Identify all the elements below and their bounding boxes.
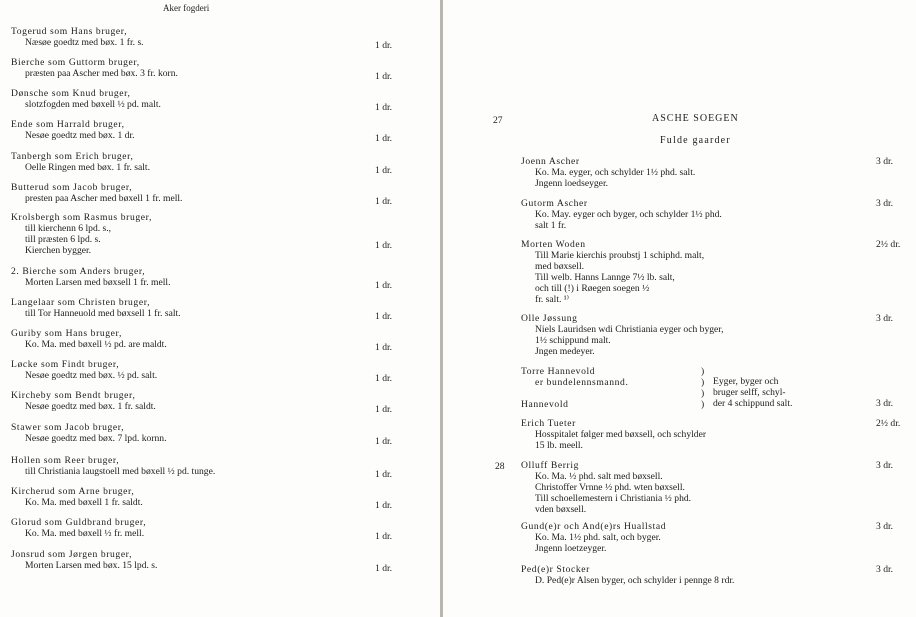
entry-line: D. Ped(e)r Alsen byger, och schylder i pennge 8 rdr. xyxy=(535,575,735,586)
entry xyxy=(521,239,704,305)
entry xyxy=(11,359,157,381)
entry-head: Erich Tueter xyxy=(521,418,576,429)
entry-line: 1½ schippund malt. xyxy=(535,335,611,346)
entry-line: Morten Larsen med bøx. 15 lpd. s. xyxy=(25,560,158,571)
entry-line: Næsøe goedtz med bøx. 1 fr. s. xyxy=(25,37,144,48)
entry-line: Niels Lauridsen wdi Christiania eyger och byger, xyxy=(535,324,724,335)
entry xyxy=(521,313,724,357)
entry xyxy=(11,182,182,204)
entry-head: Stawer som Jacob bruger, xyxy=(11,422,125,433)
amount-dr: 1 dr. xyxy=(375,71,393,82)
amount-dr: 3 dr. xyxy=(876,198,894,209)
entry-line: Nesøe goedtz med bøx. 1 dr. xyxy=(25,130,135,141)
entry-line: Nesøe goedtz med bøx. ½ pd. salt. xyxy=(25,370,158,381)
entry xyxy=(11,517,146,539)
entry-line: 15 lb. meell. xyxy=(535,440,583,451)
entry-line: Ko. Ma. ½ phd. salt med bøxsell. xyxy=(535,471,663,482)
amount-dr: 1 dr. xyxy=(375,342,393,353)
entry xyxy=(521,418,706,451)
entry-line: vden bøxsell. xyxy=(535,504,587,515)
entry-line: Ko. Ma. 1½ phd. salt, och byger. xyxy=(535,532,661,543)
amount-dr: 3 dr. xyxy=(876,156,894,167)
amount-dr: 3 dr. xyxy=(876,521,894,532)
entry-line: Ko. Ma. med bøxell 1 fr. saldt. xyxy=(25,497,143,508)
entry xyxy=(521,460,691,515)
torre-brace: ) ) ) ) xyxy=(701,366,705,410)
amount-dr: 1 dr. xyxy=(375,196,393,207)
entry-line: Christoffer Vrnne ½ phd. wten bøxsell. xyxy=(535,482,685,493)
entry-head: Dønsche som Knud bruger, xyxy=(11,88,131,99)
entry-line: Till welb. Hanns Lannge 7½ lb. salt, xyxy=(535,272,675,283)
entry xyxy=(11,455,215,477)
entry xyxy=(11,486,143,508)
entry-head: Kircherud som Arne bruger, xyxy=(11,486,135,497)
entry-head: Olluff Berrig xyxy=(521,460,579,471)
entry-head: Krolsbergh som Rasmus bruger, xyxy=(11,212,153,223)
amount-dr: 1 dr. xyxy=(375,531,393,542)
amount-dr: 1 dr. xyxy=(375,436,393,447)
entry-line: Till Marie kierchis proubstj 1 schiphd. malt, xyxy=(535,250,705,261)
page-number: 27 xyxy=(493,115,503,126)
amount-dr: 1 dr. xyxy=(375,404,393,415)
entry xyxy=(11,328,167,350)
entry-head: Løcke som Findt bruger, xyxy=(11,359,120,370)
entry-line: Oelle Ringen med bøx. 1 fr. salt. xyxy=(25,162,150,173)
amount-dr: 1 dr. xyxy=(375,280,393,291)
entry xyxy=(11,119,135,141)
entry xyxy=(11,266,170,288)
entry-head: Ped(e)r Stocker xyxy=(521,564,590,575)
entry-line: Ko. Ma. eyger, och schylder 1½ phd. salt. xyxy=(535,167,696,178)
amount-dr: 2½ dr. xyxy=(876,239,901,250)
entry xyxy=(11,26,144,48)
entry-line: till kierchenn 6 lpd. s., xyxy=(25,223,112,234)
torre-brace-text xyxy=(713,376,792,409)
entry xyxy=(521,156,695,189)
entry-line: till præsten 6 lpd. s. xyxy=(25,234,101,245)
entry-line: Kierchen bygger. xyxy=(25,245,92,256)
entry-head: Kircheby som Bendt bruger, xyxy=(11,390,136,401)
amount-dr: 1 dr. xyxy=(375,500,393,511)
entry-head: Butterud som Jacob bruger, xyxy=(11,182,133,193)
torre-farm: Hannevold xyxy=(521,399,569,410)
entry-head: Gutorm Ascher xyxy=(521,198,588,209)
entry-line: och till (!) i Røegen soegen ½ xyxy=(535,283,650,294)
entry xyxy=(521,198,722,231)
amount-dr: 3 dr. xyxy=(876,313,894,324)
torre-entry xyxy=(521,366,628,410)
entry xyxy=(521,521,666,554)
entry-line: præsten paa Ascher med bøx. 3 fr. korn. xyxy=(25,68,178,79)
entry xyxy=(11,212,152,256)
amount-dr: 3 dr. xyxy=(876,460,894,471)
entry-line: med bøxsell. xyxy=(535,261,585,272)
entry-line: fr. salt. ¹⁾ xyxy=(535,294,570,305)
amount-dr: 1 dr. xyxy=(375,373,393,384)
amount-dr: 1 dr. xyxy=(375,40,393,51)
torre-brace-line: bruger selff, schyl- xyxy=(713,387,786,398)
entry xyxy=(11,549,157,571)
torre-brace-line: Eyger, byger och xyxy=(713,376,779,387)
entry-line: Jngen medeyer. xyxy=(535,346,595,357)
amount-dr: 3 dr. xyxy=(876,564,894,575)
entry-line: presten paa Ascher med bøxell 1 fr. mell. xyxy=(25,193,183,204)
entry-line: Till schoellemestern i Christiania ½ phd. xyxy=(535,493,692,504)
amount-dr: 2½ dr. xyxy=(876,418,901,429)
entry-head: Langelaar som Christen bruger, xyxy=(11,297,151,308)
entry-head: Morten Woden xyxy=(521,239,586,250)
section-subtitle: Fulde gaarder xyxy=(660,135,731,146)
page-number: 28 xyxy=(495,461,505,472)
torre-dr: 3 dr. xyxy=(876,398,894,409)
amount-dr: 1 dr. xyxy=(375,165,393,176)
entry-head: Jonsrud som Jørgen bruger, xyxy=(11,549,133,560)
torre-role: er bundelennsmannd. xyxy=(535,377,629,388)
entry-line: Ko. Ma. med bøxell ½ pd. are maldt. xyxy=(25,339,167,350)
entry-head: Hollen som Reer bruger, xyxy=(11,455,120,466)
entry xyxy=(11,57,178,79)
entry-line: slotzfogden med bøxell ½ pd. malt. xyxy=(25,99,161,110)
entry-head: Olle Jøssung xyxy=(521,313,578,324)
entry xyxy=(11,422,166,444)
torre-brace-line: der 4 schippund salt. xyxy=(713,398,793,409)
entry-line: Nesøe goedtz med bøx. 7 lpd. kornn. xyxy=(25,433,167,444)
right-page xyxy=(443,0,916,617)
entry-head: Bierche som Guttorm bruger, xyxy=(11,57,140,68)
entry-line: salt 1 fr. xyxy=(535,220,567,231)
amount-dr: 1 dr. xyxy=(375,311,393,322)
left-page xyxy=(0,0,440,617)
entry xyxy=(11,151,150,173)
entry xyxy=(11,88,161,110)
entry-line: Hosspitalet følger med bøxsell, och schylder xyxy=(535,429,707,440)
entry xyxy=(521,564,734,586)
running-header: Aker fogderi xyxy=(163,3,210,13)
entry-line: Ko. May. eyger och byger, och schylder 1½ phd. xyxy=(535,209,722,220)
entry-head: Guriby som Hans bruger, xyxy=(11,328,122,339)
section-title: ASCHE SOEGEN xyxy=(652,113,739,124)
entry-head: Glorud som Guldbrand bruger, xyxy=(11,517,147,528)
entry-line: till Tor Hanneuold med bøxsell 1 fr. salt. xyxy=(25,308,181,319)
entry xyxy=(11,390,156,412)
entry xyxy=(11,297,181,319)
entry-line: till Christiania laugstoell med bøxell ½ pd. tunge. xyxy=(25,466,216,477)
entry-line: Jngenn loetzeyger. xyxy=(535,543,607,554)
entry-line: Morten Larsen med bøxsell 1 fr. mell. xyxy=(25,277,171,288)
entry-head: Togerud som Hans bruger, xyxy=(11,26,128,37)
amount-dr: 1 dr. xyxy=(375,102,393,113)
amount-dr: 1 dr. xyxy=(375,469,393,480)
entry-head: Tanbergh som Erich bruger, xyxy=(11,151,134,162)
amount-dr: 1 dr. xyxy=(375,133,393,144)
entry-head: Joenn Ascher xyxy=(521,156,580,167)
entry-line: Nesøe goedtz med bøx. 1 fr. saldt. xyxy=(25,401,156,412)
entry-line: Jngenn loedseyger. xyxy=(535,178,609,189)
amount-dr: 1 dr. xyxy=(375,240,393,251)
torre-name: Torre Hannevold xyxy=(521,366,596,377)
entry-head: Gund(e)r och And(e)rs Huallstad xyxy=(521,521,667,532)
entry-head: Ende som Harrald bruger, xyxy=(11,119,125,130)
amount-dr: 1 dr. xyxy=(375,563,393,574)
entry-line: Ko. Ma. med bøxell ½ fr. mell. xyxy=(25,528,145,539)
entry-head: 2. Bierche som Anders bruger, xyxy=(11,266,146,277)
